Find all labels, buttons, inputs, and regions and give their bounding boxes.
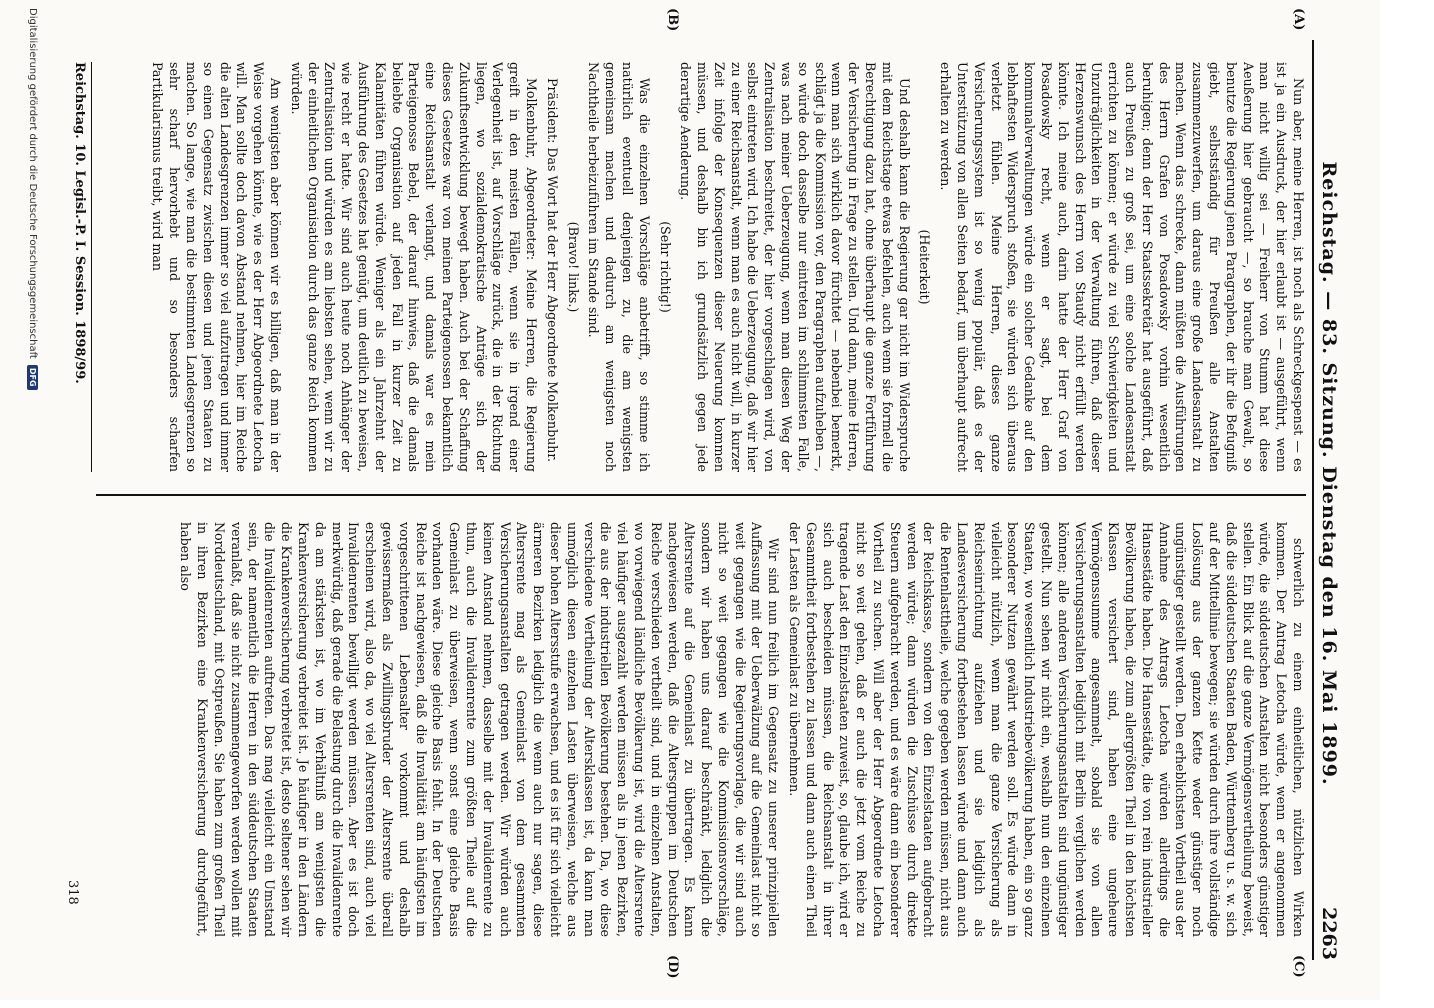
- paragraph: Wir sind nun freilich im Gegensatz zu unserer prinzipiellen Auffassung mit der Ueberwälzung auf die Gemeinlast nicht so weit gegangen wie die Regierungsvorlage, die wir sind auch nicht so weit gegangen wie die Kommissionsvorschläge, sondern wir haben uns darauf beschränkt, lediglich die Altersrente auf die Gemeinlast zu übertragen. Es kann nachgewiesen werden, daß die Altersgruppen im Deutschen Reiche verschieden vertheilt sind, und in einzelnen Anstalten, wo vorwiegend ländliche Bevölkerung ist, wird die Altersrente viel häufiger ausgezahlt werden müssen als in jenen Bezirken, die aus der industriellen Bevölkerung bestehen. Da, wo diese verschiedene Vertheilung der Altersklassen ist, da kann man unmöglich diesen einzelnen Lasten überweisen, welche aus dieser hohen Altersstufe erwachsen, und es ist für sich vielleicht ärmeren Bezirken lediglich die wenn auch nur sagen, diese Altersrente mag als Gemeinlast von dem gesammten Versicherungsanstalten getragen werden. Wir würden auch keinen Anstand nehmen, dasselbe mit der Invalidenrente zu thun, auch die Invalidenrente zum größten Theile auf die Gemeinlast zu überweisen, wenn sonst eine gleiche Basis vorhanden wäre. Diese gleiche Basis fehlt. In der Deutschen Reiche ist nachgewiesen, daß die Invalidität am häufigsten im vorgeschrittenen Lebensalter vorkommt und deshalb gewissermaßen als Zwillingsbruder der Altersrente überall erscheinen wird, also da, wo viel Altersrenten sind, auch viel Invalidenrenten bewilligt werden müssen. Aber es ist doch merkwürdig, daß gerade die Belastung durch die Invalidenrente da am stärksten ist, wo im Verhältniß am wenigsten die Krankenversicherung verbreitet ist. Je häufiger in den Ländern die Krankenversicherung verbreitet ist, desto seltener sehen wir die Invalidenrenten auftreten. Das mag vielleicht ein Umstand sein, der namentlich die Herren in den süddeutschen Staaten veranlaßt, daß sie nicht zusammengeworfen werden wollen mit Norddeutschland, mit Ostpreußen. Sie haben zum großen Theil in ihren Bezirken eine Krankenversicherung durchgeführt, haben also: [178, 522, 782, 937]
- margin-marker-c: (C): [1291, 955, 1306, 978]
- page-header: [1312, 40, 1362, 960]
- dfg-logo: DFG: [27, 365, 38, 390]
- paragraph: schwerlich zu einem einheitlichen, nützlichen Wirken kommen. Der Antrag Letocha würde, wenn er angenommen würde, die süddeutschen Anstalten nicht besonders günstiger stellen. Ein Blick auf die ganze Vermögensvertheilung beweist, daß die süddeutschen Staaten Baden, Württemberg u. s. w. sich auf der Mittellinie bewegen; sie würden durch ihre vollständige Loslösung aus der ganzen Kette weder günstiger noch ungünstiger gestellt werden. Den erheblichsten Vortheil aus der Annahme des Antrags Letocha würden allerdings die Hansestädte haben. Die Hansestädte, die von rein industrieller Bevölkerung haben, die zum allergrößten Theil in den höchsten Klassen versichert sind, haben eine ungeheure Vermögenssumme angesammelt, sobald sie von allen Versicherungsanstalten lediglich mit Berlin verglichen werden können; alle anderen Versicherungsanstalten sind ungünstiger gestellt. Nun sehen wir nicht ein, weshalb nun den einzelnen Staaten, wo wesentlich Industriebevölkerung haben, ein so ganz besonderer Nutzen gewährt werden soll. Es würde dann in vielleicht nützlich, wenn man die ganze Versicherung als Reichseinrichtung aufziehen und sie lediglich als Landesversicherung fortbestehen lassen würde und dann auch die Rentenlasttheile, welche gegeben werden müssen, nicht aus der Reichskasse, sondern von den Einzelstaaten aufgebracht werden würde; dann würden die Zuschüsse durch direkte Steuern aufgebracht werden, und es wäre dann ein besonderer Vortheil zu suchen. Will aber der Herr Abgeordnete Letocha nicht so weit gehen, daß er auch die jetzt vom Reiche zu tragende Last den Einzelstaaten zuweist, so, glaube ich, wird er sich auch bescheiden müssen, die Reichsanstalt in ihrer Gesammtheit fortbestehen zu lassen und dann auch einen Theil der Lasten als Gemeinlast zu übernehmen.: [787, 522, 1306, 937]
- left-column: [106, 62, 1306, 472]
- page-footer: [72, 62, 92, 472]
- header-page-number: 2263: [1318, 907, 1340, 960]
- digitization-credit: [27, 0, 38, 1008]
- margin-marker-a: (A): [1291, 8, 1306, 31]
- paragraph: Am wenigsten aber können wir es billigen, daß man in der Weise vorgehen könnte, wie es der Herr Abgeordnete Letocha will. Man sollte doch davon Abstand nehmen, hier im Reiche die alten Landesgrenzen immer so viel aufzutragen und immer so einen Gegensatz zwischen diesen und jenen Staaten zu machen. So lange, wie man die bestimmten Landesgrenzen so sehr scharf hervorhebt und so besonders scharfen Partikularismus treibt, wird man: [150, 62, 283, 472]
- paragraph: Nun aber, meine Herren, ist noch als Schreckgespenst — es ist ja ein Ausdruck, der hier erlaubt ist — ausgeführt, wenn man nicht willig sei — Freiherr von Stumm hat diese Aeußerung hier gebraucht —, so brauche man Gewalt, so benutze die Regierung jenen Paragraphen, der ihr die Befugniß giebt, selbstständig für Preußen alle Anstalten zusammenzuwerfen, um daraus eine große Landesanstalt zu machen. Wenn das schrecke, dann müßten die Ausführungen des Herrn Grafen von Posadowsky vorhin wesentlich beruhigen; denn der Herr Staatssekretär hat ausgeführt, daß auch Preußen zu groß sei, um eine solche Landesanstalt errichten zu können; er würde zu viel Schwierigkeiten und Unzuträglichkeiten in der Verwaltung führen, daß dieser Herzenswunsch des Herrn von Staudy nicht erfüllt werden könnte. Ich meine auch, darin hatte der Herr Graf von Posadowsky recht, wenn er sagt, bei dem kommunalverwaltungen würde ein solcher Gedanke auf den lebhaftesten Widerspruch stoßen, sie würden sich überaus verletzt fühlen. Meine Herren, dieses ganze Versicherungssystem ist so wenig populär, daß es der Unterstützung von allen Seiten bedarf, um überhaupt aufrecht erhalten zu werden.: [938, 62, 1306, 472]
- right-column: [106, 522, 1306, 937]
- interjection: (Bravo! links.): [565, 221, 581, 313]
- footer-session: Reichstag. 10. Legisl.-P. I. Session. 1898/99.: [72, 62, 87, 384]
- margin-marker-b: (B): [665, 8, 680, 32]
- header-title: Reichstag. — 83. Sitzung. Dienstag den 16. Mai 1899.: [1318, 161, 1340, 786]
- interjection: (Sehr richtig!): [657, 221, 673, 313]
- credit-text: Digitalisierung gefördert durch die Deutsche Forschungsgemeinschaft: [27, 8, 38, 359]
- speaker-paragraph: Molkenbuhr, Abgeordneter: Meine Herren, die Regierung greift in den meisten Fällen, wenn sie in irgend einer Verlegenheit ist, auf Vorschläge zurück, die in der Richtung liegen, wo sozialdemokratische Anträge sich der Zukunftsentwicklung bewegt haben. Auch bei der Schaffung dieses Gesetzes war von meinen Parteigenossen bekanntlich eine Reichsanstalt verlangt, und damals war es mein Parteigenosse Bebel, der darauf hinwies, daß die damals beliebte Organisation auf jeden Fall in kurzer Zeit zu Kalamitäten führen würde. Weniger als ein Jahrzehnt der Ausführung des Gesetzes hat genügt, um deutlich zu beweisen, wie recht er hatte. Wir sind auch heute noch Anhänger der Zentralisation und würden es am liebsten sehen, wenn wir zu der einheitlichen Organisation durch das ganze Reich kommen würden.: [288, 62, 539, 472]
- column-divider: [96, 494, 1306, 496]
- interjection: (Heiterkeit): [917, 229, 933, 305]
- speaker-paragraph: Präsident: Das Wort hat der Herr Abgeordnete Molkenbuhr.: [544, 78, 560, 462]
- page-number: 318: [65, 880, 80, 905]
- margin-marker-d: (D): [665, 955, 680, 979]
- paragraph: Was die einzelnen Vorschläge anbetrifft, so stimme ich natürlich eventuell denjenigen zu, die am wenigsten gemeinsam machen und dadurch am wenigsten noch Nachtheile herbeizuführen im Stande sind.: [586, 62, 652, 472]
- paragraph: Und deshalb kann die Regierung gar nicht im Widerspruche mit dem Reichstage etwas befehlen, auch wenn sie formell die Berechtigung dazu hat, ohne überhaupt die ganze Fortführung der Versicherung in Frage zu stellen. Und dann, meine Herren, wenn man sich wirklich davor fürchtet — nebenbei bemerkt, schlägt ja die Kommission vor, den Paragraphen aufzuheben —, so würde doch dasselbe nur eintreten im schlimmsten Falle, was nach meiner Ueberzeugung, wenn man diesen Weg der Zentralisation beschreitet, der hier vorgeschlagen wird, von selbst eintreten wird. Ich habe die Ueberzeugung, daß wir hier zu einer Reichsanstalt, wenn man es auch nicht will, in kurzer Zeit infolge der Konsequenzen dieser Neuerung kommen müssen, und deshalb bin ich grundsätzlich gegen jede derartige Aenderung.: [678, 62, 912, 472]
